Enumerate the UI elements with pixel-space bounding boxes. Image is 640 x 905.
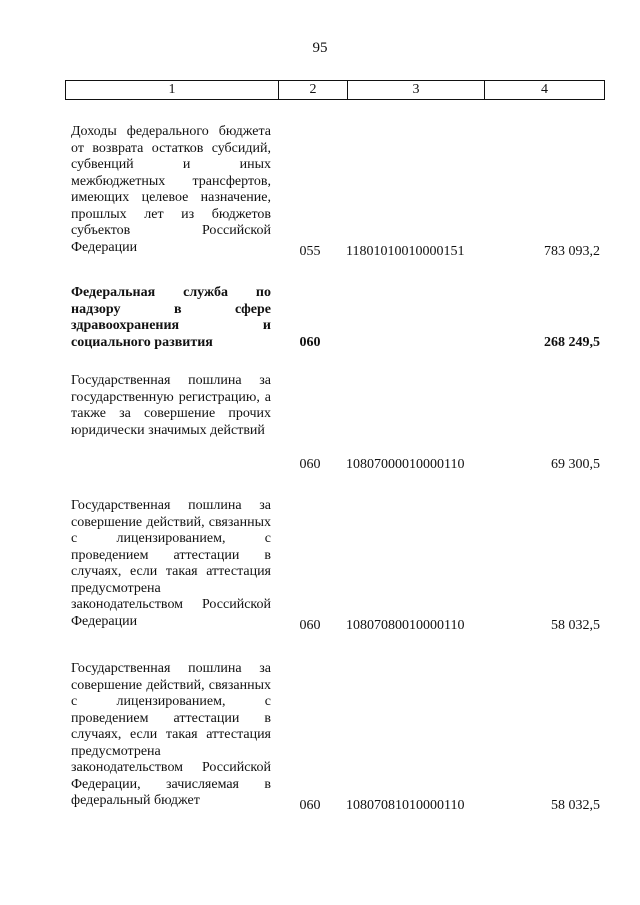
row-kbk: 10807080010000110 xyxy=(346,618,465,633)
row-name: Государственная пошлина за совершение действий, связанных с лицензированием, с проведением аттестации в случаях, если такая аттестация предусмотрена законодательством Российской Федерации, зачисляемая в федеральный бюджет xyxy=(71,661,271,808)
row-kbk: 11801010010000151 xyxy=(346,244,465,259)
header-col-4: 4 xyxy=(541,82,548,97)
page-number: 95 xyxy=(312,40,328,56)
row-amount: 268 249,5 xyxy=(544,335,600,350)
row-name: Государственная пошлина за государственную регистрацию, а также за совершение прочих юридически значимых действий xyxy=(71,373,271,438)
row-code: 060 xyxy=(299,457,321,472)
row-amount: 58 032,5 xyxy=(551,618,600,633)
row-name: Доходы федерального бюджета от возврата остатков субсидий, субвенций и иных межбюджетных трансфертов, имеющих целевое назначение, прошлых лет из бюджетов субъектов Российской Федерации xyxy=(71,124,271,255)
row-kbk: 10807000010000110 xyxy=(346,457,465,472)
header-col-3: 3 xyxy=(348,81,485,99)
row-code: 055 xyxy=(299,244,321,259)
row-code: 060 xyxy=(299,335,321,350)
row-amount: 69 300,5 xyxy=(551,457,600,472)
row-amount: 58 032,5 xyxy=(551,798,600,813)
row-amount: 783 093,2 xyxy=(544,244,600,259)
row-name: Государственная пошлина за совершение действий, связанных с лицензированием, с проведением аттестации в случаях, если такая аттестация предусмотрена законодательством Российской Федерации xyxy=(71,498,271,629)
row-code: 060 xyxy=(299,798,321,813)
header-col-2: 2 xyxy=(279,81,348,99)
row-kbk: 10807081010000110 xyxy=(346,798,465,813)
row-name: Федеральная служба по надзору в сфере здравоохранения и социального развития xyxy=(71,285,271,350)
row-code: 060 xyxy=(299,618,321,633)
header-col-1: 1 xyxy=(66,81,279,99)
table-header xyxy=(65,80,605,100)
